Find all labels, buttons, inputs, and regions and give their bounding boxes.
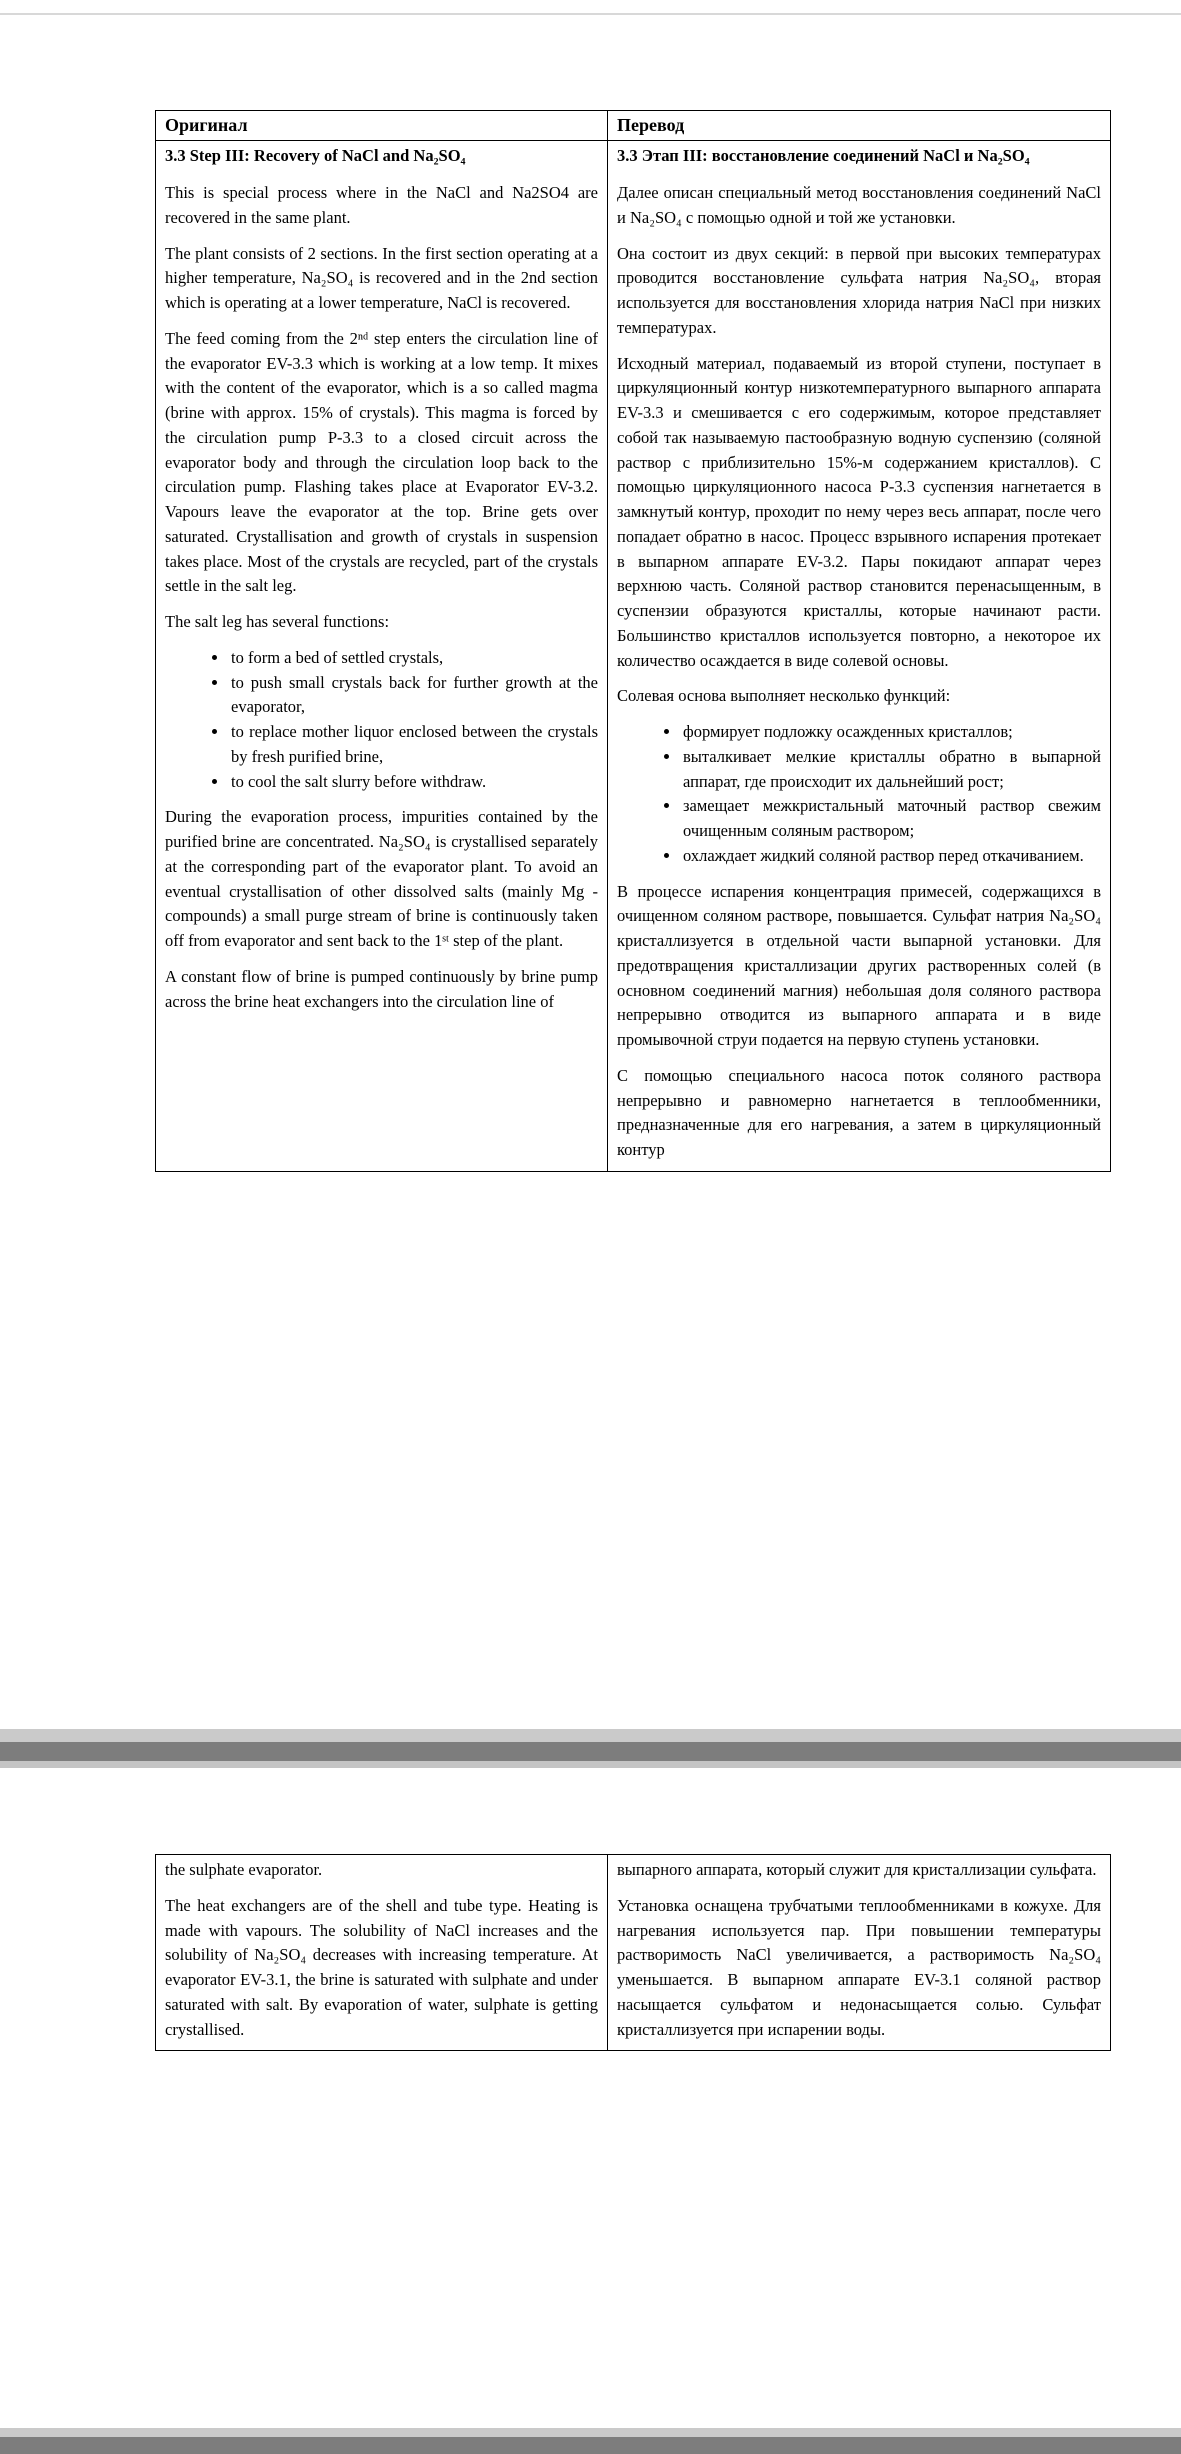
bullet-item: • to cool the salt slurry before withdraw. — [229, 770, 598, 795]
ru-paragraph-1: Далее описан специальный метод восстановления соединений NaCl и Na₂SO₄ с помощью одной и той же установки. — [617, 183, 1101, 227]
ru-paragraph-4: В процессе испарения концентрация примесей, содержащихся в очищенном соляном растворе, повышается. Сульфат натрия Na₂SO₄ кристаллизуется в отдельной части выпарной установки. Для предотвращения кристаллизации других растворенных солей (в основном соединений магния) небольшая доля соляного раствора непрерывно отводится из выпарного аппарата и в виде промывочной струи подается на первую ступень установки. — [617, 881, 1101, 1050]
ru-list-intro: Солевая основа выполняет несколько функций: — [617, 686, 951, 706]
en-paragraph-7: The heat exchangers are of the shell and tube type. Heating is made with vapours. The solubility of NaCl increases and the solubility of Na₂SO₄ decreases with increasing temperature. At evaporator EV-3.1, the brine is saturated with sulphate and under saturated with salt. By evaporation of water, sulphate is getting crystallised. — [165, 1895, 598, 2039]
bullet-item: • to push small crystals back for further growth at the evaporator, — [229, 671, 598, 721]
table-body-row — [156, 1855, 1110, 2050]
bullet-item: • to form a bed of settled crystals, — [229, 646, 598, 671]
ru-bullet-list — [617, 720, 1101, 869]
table-body-row — [156, 141, 1110, 1171]
original-text-cell — [156, 1855, 608, 2050]
bullet-item: • формирует подложку осажденных кристаллов; — [681, 720, 1101, 745]
en-bullet-list — [165, 646, 598, 795]
translation-table-page2 — [155, 1854, 1111, 2051]
bullet-item: • замещает межкристальный маточный раствор свежим очищенным соляным раствором; — [681, 794, 1101, 844]
ru-paragraph-6: выпарного аппарата, который служит для кристаллизации сульфата. — [617, 1860, 1097, 1879]
ru-paragraph-5: С помощью специального насоса поток соляного раствора непрерывно и равномерно нагнетается в теплообменники, предназначенные для его нагревания, а затем в циркуляционный контур — [617, 1065, 1101, 1160]
page-gap — [0, 1729, 1181, 1768]
page-bottom-light-band — [0, 2428, 1181, 2437]
page-gap-dark-band — [0, 1742, 1181, 1761]
ru-paragraph-2: Она состоит из двух секций: в первой при высоких температурах проводится восстановление сульфата натрия Na₂SO₄, вторая используется для восстановления хлорида натрия NaCl при низких температурах. — [617, 243, 1101, 337]
en-section-heading: 3.3 Step III: Recovery of NaCl and Na₂SO₄ — [165, 146, 466, 166]
en-paragraph-1: This is special process where in the NaCl and Na2SO4 are recovered in the same plant. — [165, 183, 598, 227]
page-top-edge-line — [0, 13, 1181, 15]
bullet-item: • охлаждает жидкий соляной раствор перед откачиванием. — [681, 844, 1101, 869]
bullet-item: • to replace mother liquor enclosed between the crystals by fresh purified brine, — [229, 720, 598, 770]
en-paragraph-3: The feed coming from the 2ⁿᵈ step enters the circulation line of the evaporator EV-3.3 which is working at a low temp. It mixes with the content of the evaporator, which is a so called magma (brine with approx. 15% of crystals). This magma is forced by the circulation pump P-3.3 to a closed circuit across the evaporator body and through the circulation loop back to the circulation pump. Flashing takes place at Evaporator EV-3.2. Vapours leave the evaporator at the top. Brine gets over saturated. Crystallisation and growth of crystals in suspension takes place. Most of the crystals are recycled, part of the crystals settle in the salt leg. — [165, 328, 598, 596]
en-list-intro: The salt leg has several functions: — [165, 612, 390, 632]
ru-paragraph-3: Исходный материал, подаваемый из второй ступени, поступает в циркуляционный контур низкотемпературного выпарного аппарата EV-3.3 и смешивается с его содержимым, которое представляет собой так называемую пастообразную водную суспензию (соляной раствор с приблизительно 15%-м содержанием кристаллов). С помощью циркуляционного насоса P-3.3 суспензия нагнетается в замкнутый контур, проходит по нему через весь аппарат, после чего попадает обратно в насос. Процесс взрывного испарения протекает в выпарном аппарате EV-3.2. Пары покидают аппарат через верхнюю часть. Соляной раствор становится перенасыщенным, в суспензии образуются кристаллы, которые начинают расти. Большинство кристаллов используется повторно, а некоторое их количество осаждается в виде солевой основы. — [617, 353, 1101, 670]
en-paragraph-2: The plant consists of 2 sections. In the first section operating at a higher temperature, Na₂SO₄ is recovered and in the 2nd section which is operating at a lower temperature, NaCl is recovered. — [165, 243, 598, 313]
page-gap-light-band — [0, 1729, 1181, 1742]
translation-text-cell — [608, 141, 1110, 1171]
en-paragraph-5: A constant flow of brine is pumped continuously by brine pump across the brine heat exchangers into the circulation line of — [165, 966, 598, 1011]
ru-section-heading: 3.3 Этап III: восстановление соединений NaCl и Na₂SO₄ — [617, 146, 1030, 166]
page-bottom-edge — [0, 2428, 1181, 2454]
column-header-translation: Перевод — [617, 115, 685, 135]
en-paragraph-4: During the evaporation process, impurities contained by the purified brine are concentrated. Na₂SO₄ is crystallised separately at the corresponding part of the evaporator plant. To avoid an eventual crystallisation of other dissolved salts (mainly Mg - compounds) a small purge stream of brine is continuously taken off from evaporator and sent back to the 1ˢᵗ step of the plant. — [165, 807, 598, 951]
translation-table-page1 — [155, 110, 1111, 1172]
translation-text-cell — [608, 1855, 1110, 2050]
ru-paragraph-7: Установка оснащена трубчатыми теплообменниками в кожухе. Для нагревания используется пар. При повышении температуры растворимость NaCl увеличивается, а растворимость Na₂SO₄ уменьшается. В выпарном аппарате EV-3.1 соляной раствор насыщается сульфатом и недонасыщается солью. Сульфат кристаллизуется при испарении воды. — [617, 1895, 1101, 2039]
original-text-cell — [156, 141, 608, 1171]
en-paragraph-6: the sulphate evaporator. — [165, 1860, 323, 1879]
page-bottom-dark-band — [0, 2437, 1181, 2454]
bullet-item: • выталкивает мелкие кристаллы обратно в выпарной аппарат, где происходит их дальнейший рост; — [681, 745, 1101, 795]
page-gap-lower-band — [0, 1761, 1181, 1768]
table-header-row — [156, 111, 1110, 141]
column-header-original: Оригинал — [156, 111, 608, 140]
